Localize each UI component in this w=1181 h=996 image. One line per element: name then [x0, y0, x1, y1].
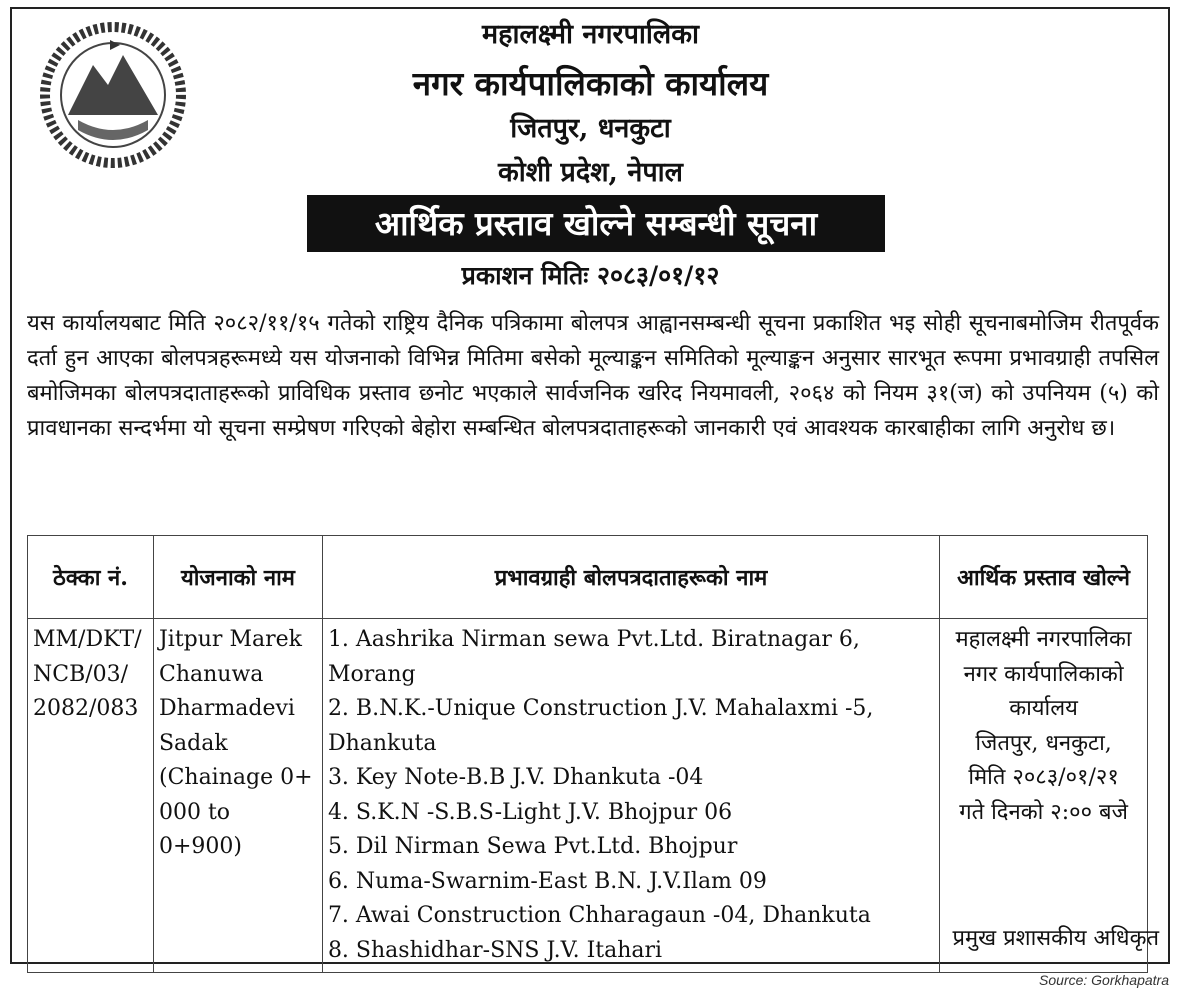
bidder-item: 8. Shashidhar-SNS J.V. Itahari [327, 937, 663, 963]
publication-date: प्रकाशन मितिः २०८३/०१/१२ [461, 261, 720, 290]
opening-line: मिति २०८३/०१/२१ [968, 765, 1119, 790]
opening-line: महालक्ष्मी नगरपालिका [955, 627, 1132, 652]
opening-line: नगर कार्यपालिकाको [963, 661, 1124, 687]
header-contract-no: ठेक्का नं. [28, 536, 154, 619]
project-line: Chanuwa [158, 661, 264, 687]
bidder-item: 1. Aashrika Nirman sewa Pvt.Ltd. Biratnagar 6, Morang [327, 627, 860, 687]
municipality-name: महालक्ष्मी नगरपालिका [482, 19, 699, 50]
project-line: (Chainage 0+ [158, 765, 313, 790]
table-row [28, 619, 1148, 973]
bidders-cell [322, 619, 939, 973]
signatory-title: प्रमुख प्रशासकीय अधिकृत [952, 926, 1159, 951]
contract-line: MM/DKT/ [33, 627, 142, 652]
office-location: जितपुर, धनकुटा [510, 113, 671, 144]
project-line: 000 to 0+900) [158, 799, 242, 859]
contract-line: NCB/03/ [33, 661, 129, 687]
notice-title: आर्थिक प्रस्ताव खोल्ने सम्बन्धी सूचना [307, 195, 885, 252]
contract-line: 2082/083 [33, 696, 139, 721]
bidder-item: 7. Awai Construction Chharagaun -04, Dhankuta [327, 903, 871, 928]
opening-line: गते दिनको २:०० बजे [959, 799, 1128, 825]
office-province: कोशी प्रदेश, नेपाल [498, 157, 683, 188]
header-opening: आर्थिक प्रस्ताव खोल्ने [940, 536, 1148, 619]
bidder-item: 4. S.K.N -S.B.S-Light J.V. Bhojpur 06 [327, 799, 733, 825]
opening-line: कार्यालय [1009, 696, 1078, 721]
opening-line: जितपुर, धनकुटा, [975, 730, 1112, 756]
source-credit: Source: Gorkhapatra [1039, 972, 1169, 988]
contract-no-cell [28, 619, 154, 973]
header-bidders: प्रभावग्राही बोलपत्रदाताहरूको नाम [322, 536, 939, 619]
office-name: नगर कार्यपालिकाको कार्यालय [412, 64, 769, 103]
project-cell [153, 619, 322, 973]
bidder-item: 3. Key Note-B.B J.V. Dhankuta -04 [327, 765, 704, 790]
bidders-table [27, 535, 1148, 973]
header-project-name: योजनाको नाम [153, 536, 322, 619]
project-line: Jitpur Marek [158, 627, 302, 652]
notice-body: यस कार्यालयबाट मिति २०८२/११/१५ गतेको राष्ट्रिय दैनिक पत्रिकामा बोलपत्र आह्वानसम्बन्धी सूचना प्रकाशित भइ सोही सूचनाबमोजिम रीतपूर्वक दर्ता हुन आएका बोलपत्रहरूमध्ये यस योजनाको विभिन्न मितिमा बसेको मूल्याङ्कन समितिको मूल्याङ्कन अनुसार सारभूत रूपमा प्रभावग्राही तपसिल बमोजिमका बोलपत्रदाताहरूको प्राविधिक प्रस्ताव छनोट भएकाले सार्वजनिक खरिद नियमावली, २०६४ को नियम ३१(ज) को उपनियम (५) को प्रावधानका सन्दर्भमा यो सूचना सम्प्रेषण गरिएको बेहोरा सम्बन्धित बोलपत्रदाताहरूको जानकारी एवं आवश्यक कारबाहीका लागि अनुरोध छ। [27, 311, 1159, 441]
bidder-item: 2. B.N.K.-Unique Construction J.V. Mahalaxmi -5, Dhankuta [327, 696, 874, 756]
bidder-item: 5. Dil Nirman Sewa Pvt.Ltd. Bhojpur [327, 834, 738, 859]
project-line: Dharmadevi [158, 696, 295, 721]
table-header-row [28, 536, 1148, 619]
project-line: Sadak [158, 730, 228, 756]
opening-cell [940, 619, 1148, 973]
bidder-item: 6. Numa-Swarnim-East B.N. J.V.Ilam 09 [327, 868, 767, 894]
